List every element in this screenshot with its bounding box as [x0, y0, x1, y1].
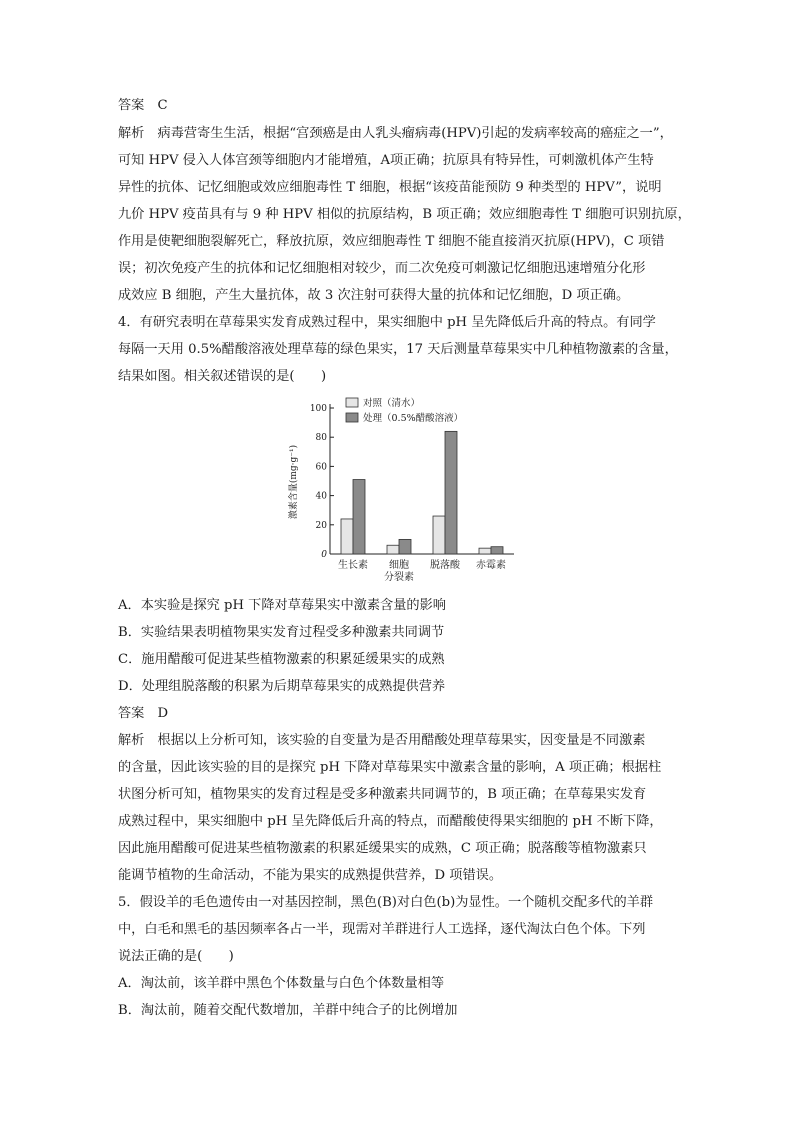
- q4-answer: 答案 D: [118, 706, 169, 721]
- q4-option-b: B．实验结果表明植物果实发育过程受多种激素共同调节: [118, 625, 445, 640]
- q5-option-a: A．淘汰前，该羊群中黑色个体数量与白色个体数量相等: [118, 976, 445, 991]
- q3-analysis-line-6: 误；初次免疫产生的抗体和记忆细胞相对较少，而二次免疫可刺激记忆细胞迅速增殖分化形: [118, 261, 646, 276]
- q4-option-c: C．施用醋酸可促进某些植物激素的积累延缓果实的成熟: [118, 652, 445, 667]
- q4-option-d: D．处理组脱落酸的积累为后期草莓果实的成熟提供营养: [118, 679, 446, 694]
- legend-swatch: [346, 398, 358, 407]
- bar-control: [387, 545, 399, 554]
- q4-analysis-line-6: 能调节植物的生命活动，不能为果实的成熟提供营养，D 项错误。: [118, 868, 503, 883]
- hormone-bar-chart: [282, 394, 522, 584]
- q5-stem-line-2: 中，白毛和黑毛的基因频率各占一半，现需对羊群进行人工选择，逐代淘汰白色个体。下列: [118, 922, 646, 937]
- bar-control: [341, 519, 353, 554]
- q4-stem-line-1: 4．有研究表明在草莓果实发育成熟过程中，果实细胞中 pH 呈先降低后升高的特点。有同学: [118, 315, 656, 330]
- y-tick-label: 20: [315, 520, 327, 531]
- y-axis-label: 激素含量(mg·g⁻¹): [289, 444, 299, 520]
- q3-answer: 答案 C: [118, 98, 168, 113]
- q4-analysis-line-4: 成熟过程中，果实细胞中 pH 呈先降低后升高的特点，而醋酸使得果实细胞的 pH 不断下降，: [118, 814, 663, 829]
- q3-analysis-line-3: 异性的抗体、记忆细胞或效应细胞毒性 T 细胞，根据“该疫苗能预防 9 种类型的 HPV”，说明: [118, 180, 662, 195]
- q4-analysis-line-5: 因此施用醋酸可促进某些植物激素的积累延缓果实的成熟，C 项正确；脱落酸等植物激素只: [118, 841, 647, 856]
- q4-analysis-line-1: 解析 根据以上分析可知，该实验的自变量为是否用醋酸处理草莓果实，因变量是不同激素: [118, 733, 646, 748]
- legend-swatch: [346, 413, 358, 422]
- y-tick-label: 100: [309, 404, 327, 414]
- q3-analysis-line-7: 成效应 B 细胞，产生大量抗体，故 3 次注射可获得大量的抗体和记忆细胞，D 项正确。: [118, 288, 630, 303]
- legend-label: 对照（清水）: [363, 398, 421, 409]
- y-tick-label: 40: [315, 491, 327, 502]
- q5-option-b: B．淘汰前，随着交配代数增加，羊群中纯合子的比例增加: [118, 1003, 458, 1018]
- y-tick-label: 80: [315, 433, 327, 444]
- y-tick-label: 0: [321, 550, 327, 560]
- bar-control: [433, 516, 445, 554]
- y-tick-label: 60: [315, 462, 327, 473]
- legend-label: 处理（0.5%醋酸溶液）: [363, 413, 464, 424]
- bar-control: [479, 548, 491, 554]
- category-label: 分裂素: [384, 572, 414, 583]
- q3-analysis-line-5: 作用是使靶细胞裂解死亡，释放抗原，效应细胞毒性 T 细胞不能直接消灭抗原(HPV)，C 项错: [118, 234, 665, 249]
- q5-stem-line-3: 说法正确的是( ): [118, 949, 234, 964]
- q3-analysis-line-4: 九价 HPV 疫苗具有与 9 种 HPV 相似的抗原结构，B 项正确；效应细胞毒性 T 细胞可识别抗原，: [118, 207, 691, 222]
- category-label: 赤霉素: [476, 560, 506, 571]
- bar-treatment: [399, 539, 411, 554]
- q4-stem-line-3: 结果如图。相关叙述错误的是( ): [118, 369, 327, 384]
- category-label: 生长素: [338, 560, 368, 571]
- q4-analysis-line-3: 状图分析可知，植物果实的发育过程是受多种激素共同调节的，B 项正确；在草莓果实发育: [118, 787, 647, 802]
- q3-analysis-line-2: 可知 HPV 侵入人体宫颈等细胞内才能增殖，A项正确；抗原具有特异性，可刺激机体产生特: [118, 153, 654, 168]
- q4-stem-line-2: 每隔一天用 0.5%醋酸溶液处理草莓的绿色果实，17 天后测量草莓果实中几种植物激素的含量，: [118, 342, 678, 357]
- category-label: 脱落酸: [430, 560, 460, 571]
- bar-treatment: [491, 547, 503, 554]
- q5-stem-line-1: 5．假设羊的毛色遗传由一对基因控制，黑色(B)对白色(b)为显性。一个随机交配多代的羊群: [118, 895, 654, 910]
- q4-option-a: A．本实验是探究 pH 下降对草莓果实中激素含量的影响: [118, 598, 446, 613]
- category-label: 细胞: [389, 560, 409, 571]
- q3-analysis-line-1: 解析 病毒营寄生生活，根据“宫颈癌是由人乳头瘤病毒(HPV)引起的发病率较高的癌症之一”，: [118, 126, 673, 141]
- bar-treatment: [353, 480, 365, 554]
- q4-analysis-line-2: 的含量，因此该实验的目的是探究 pH 下降对草莓果实中激素含量的影响，A 项正确；根据柱: [118, 760, 662, 775]
- bar-treatment: [445, 431, 457, 554]
